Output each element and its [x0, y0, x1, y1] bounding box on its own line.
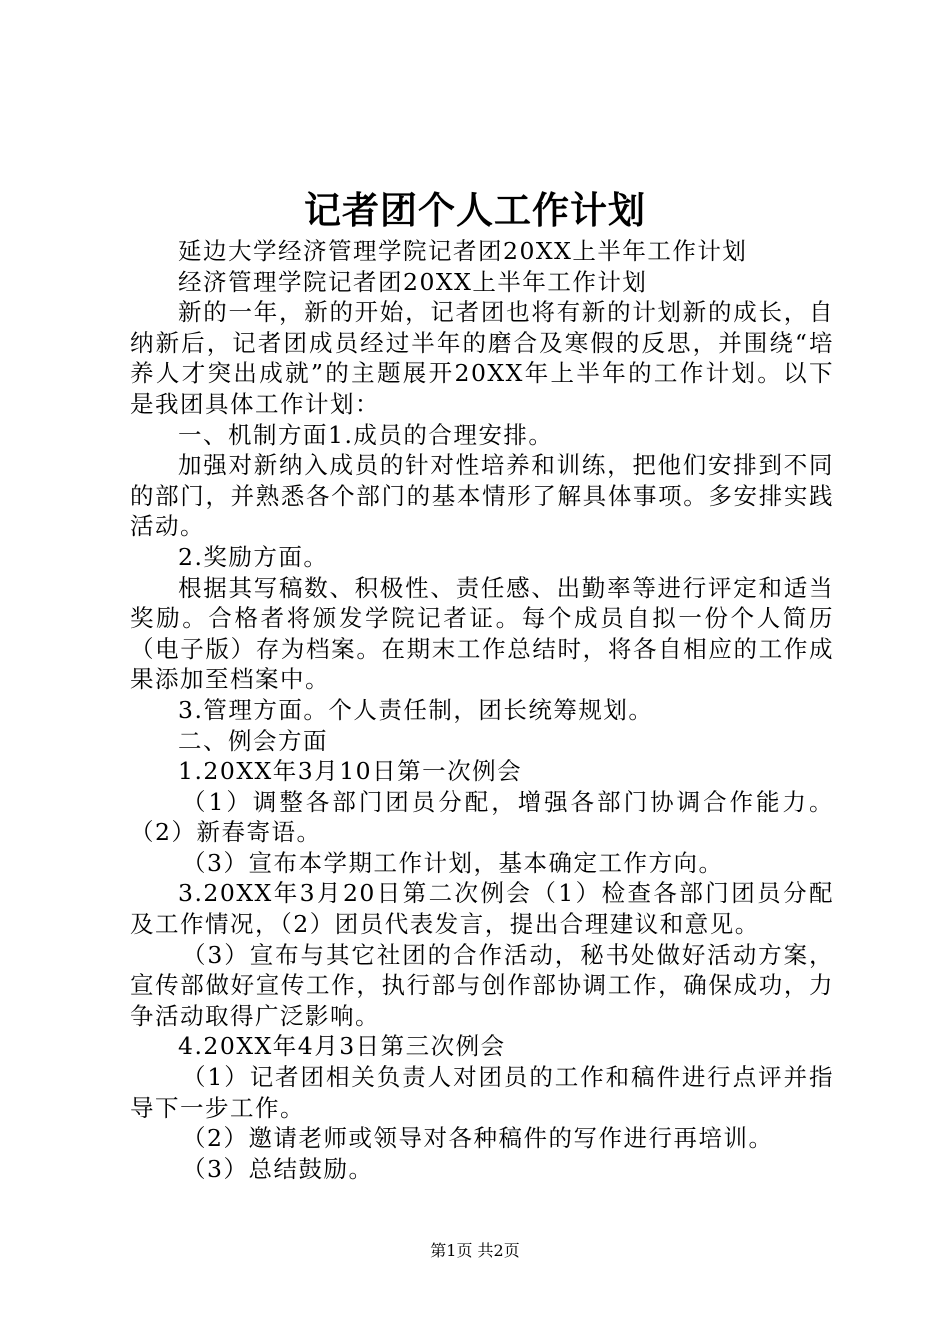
paragraph-15: 4.20XX年4月3日第三次例会 — [178, 1032, 506, 1061]
page-footer: 第1页 共2页 — [430, 1241, 520, 1260]
paragraph-10: 1.20XX年3月10日第一次例会 — [178, 757, 523, 786]
paragraph-5: 加强对新纳入成员的针对性培养和训练，把他们安排到不同的部门，并熟悉各个部门的基本情形了解具体事项。多安排实践活动。 — [130, 451, 834, 541]
paragraph-8: 3.管理方面。个人责任制，团长统筹规划。 — [178, 695, 654, 724]
paragraph-1: 延边大学经济管理学院记者团20XX上半年工作计划 — [178, 237, 748, 265]
paragraph-18: （3）总结鼓励。 — [182, 1154, 374, 1183]
paragraph-9: 二、例会方面 — [178, 726, 328, 755]
paragraph-14: （3）宣布与其它社团的合作活动，秘书处做好活动方案，宣传部做好宣传工作，执行部与创作部协调工作，确保成功，力争活动取得广泛影响。 — [130, 940, 834, 1030]
paragraph-12: （3）宣布本学期工作计划，基本确定工作方向。 — [182, 848, 724, 877]
paragraph-2: 经济管理学院记者团20XX上半年工作计划 — [178, 267, 648, 296]
paragraph-16: （1）记者团相关负责人对团员的工作和稿件进行点评并指导下一步工作。 — [130, 1063, 834, 1122]
paragraph-13: 3.20XX年3月20日第二次例会（1）检查各部门团员分配及工作情况，（2）团员代表发言，提出合理建议和意见。 — [130, 879, 834, 939]
paragraph-7: 根据其写稿数、积极性、责任感、出勤率等进行评定和适当奖励。合格者将颁发学院记者证。每个成员自拟一份个人简历（电子版）存为档案。在期末工作总结时，将各自相应的工作成果添加至档案中。 — [130, 573, 834, 694]
document-body — [130, 236, 834, 1184]
paragraph-11: （1）调整各部门团员分配，增强各部门协调合作能力。（2）新春寄语。 — [130, 787, 834, 847]
paragraph-3: 新的一年，新的开始，记者团也将有新的计划新的成长，自纳新后，记者团成员经过半年的磨合及寒假的反思，并围绕“培养人才突出成就”的主题展开20XX年上半年的工作计划。以下是我团具体工作计划： — [130, 298, 834, 418]
document-title: 记者团个人工作计划 — [304, 188, 646, 232]
paragraph-6: 2.奖励方面。 — [178, 542, 329, 571]
paragraph-4: 一、机制方面1.成员的合理安排。 — [178, 420, 554, 449]
paragraph-17: （2）邀请老师或领导对各种稿件的写作进行再培训。 — [182, 1124, 774, 1153]
